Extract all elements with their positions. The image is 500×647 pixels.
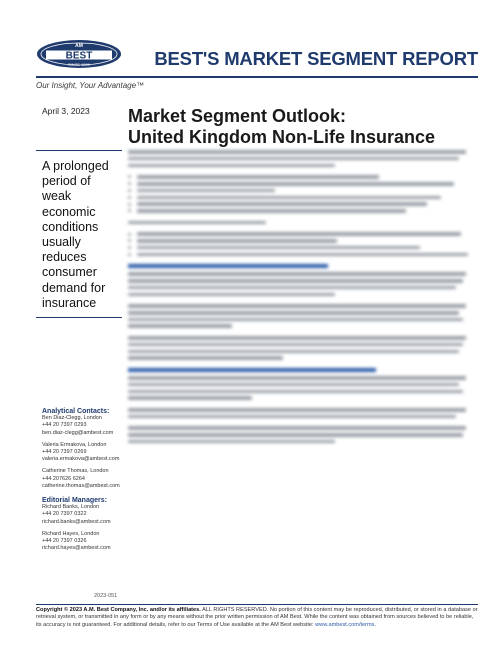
- report-header: [0, 0, 500, 92]
- report-title-rest: MARKET SEGMENT REPORT: [219, 48, 478, 69]
- report-title-bold: BEST'S: [154, 48, 220, 69]
- report-code: 2023-051: [94, 593, 118, 599]
- report-type-title: [154, 48, 478, 70]
- tagline: Our Insight, Your Advantage™: [36, 81, 145, 90]
- header-rule: [36, 76, 478, 78]
- analytical-contacts-heading: Analytical Contacts:: [42, 408, 110, 415]
- contact-email[interactable]: richard.banks@ambest.com: [42, 518, 111, 525]
- am-best-logo: [36, 38, 122, 70]
- contact-name: Valeria Ermakova, London: [42, 441, 107, 448]
- copyright-bold: Copyright © 2023 A.M. Best Company, Inc. and/or its affiliates.: [36, 607, 201, 613]
- contact-name: Ben Diaz-Clegg, London: [42, 415, 102, 422]
- contact-name: Catherine Thomas, London: [42, 468, 109, 475]
- contact-email[interactable]: ben.diaz-clegg@ambest.com: [42, 429, 114, 436]
- terms-link[interactable]: www.ambest.com/terms: [315, 621, 375, 628]
- editorial-managers-heading: Editorial Managers:: [42, 497, 107, 505]
- copyright-end: .: [374, 621, 377, 628]
- contact-phone: +44 20 7397 0269: [42, 449, 87, 456]
- contact-name: Richard Hayes, London: [42, 530, 100, 537]
- footer-rule: [36, 604, 478, 605]
- contact-email[interactable]: richard.hayes@ambest.com: [42, 545, 111, 552]
- contact-phone: +44 20 7397 0293: [42, 422, 87, 429]
- publication-date: April 3, 2023: [42, 106, 90, 116]
- logo-text-top: AM: [75, 43, 83, 49]
- pull-quote-box: [36, 150, 122, 318]
- pull-quote: A prolonged period of weak economic conditions usually reduces consumer demand for insurance: [42, 159, 109, 310]
- copyright-footer: [36, 607, 478, 629]
- contact-email[interactable]: catherine.thomas@ambest.com: [42, 482, 120, 489]
- contact-name: Richard Banks, London: [42, 504, 100, 511]
- article-title-line-1: Market Segment Outlook:: [128, 106, 347, 126]
- logo-text-since: SINCE 1899: [67, 62, 91, 67]
- contact-phone: +44 207626 6264: [42, 475, 85, 482]
- article-title-line-2: United Kingdom Non-Life Insurance: [128, 127, 436, 147]
- contact-phone: +44 20 7397 0326: [42, 538, 87, 545]
- contact-email[interactable]: valeria.ermakova@ambest.com: [42, 456, 120, 463]
- contacts-block: [42, 406, 127, 552]
- copyright-text: ALL RIGHTS RESERVED. No portion of this content may be reproduced, distributed, or stored in a database or retrieval system, or transmitted in any form or by any means without the prior written permission of AM Best. While the content was obtained from sources believed to be reliable, its accuracy is not guaranteed. For additional details, refer to our Terms of Use available at the AM Best website:: [36, 607, 478, 628]
- contact-phone: +44 20 7397 0322: [42, 511, 87, 518]
- article-body-blurred: [128, 150, 473, 451]
- logo-text-main: BEST: [65, 50, 93, 62]
- article-title: [128, 106, 468, 148]
